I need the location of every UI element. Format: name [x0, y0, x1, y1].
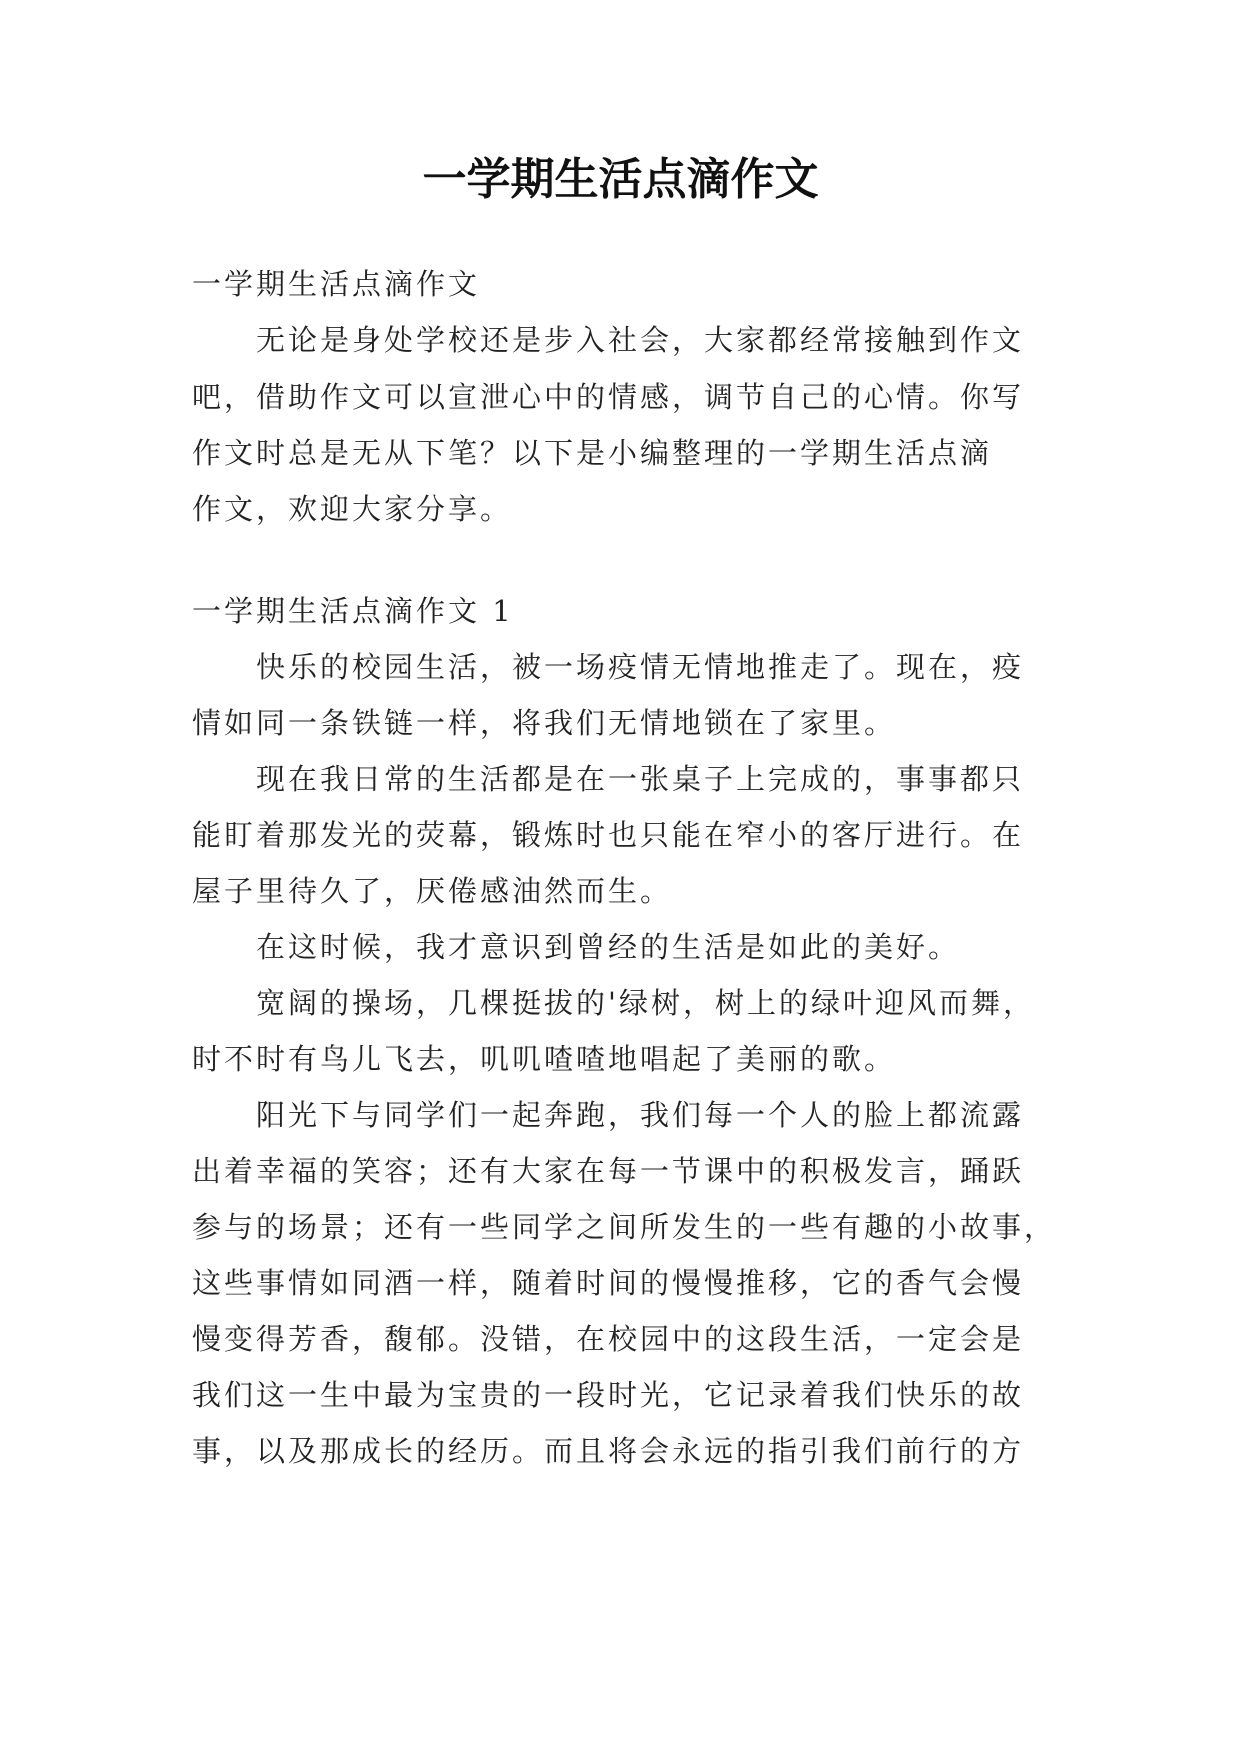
paragraph-line: 屋子里待久了，厌倦感油然而生。	[192, 874, 673, 908]
paragraph-line: 现在我日常的生活都是在一张桌子上完成的，事事都只	[256, 762, 1025, 796]
intro-line: 吧，借助作文可以宣泄心中的情感，调节自己的心情。你写	[192, 380, 1025, 414]
paragraph-line: 能盯着那发光的荧幕，锻炼时也只能在窄小的客厅进行。在	[192, 818, 1025, 852]
paragraph-line: 快乐的校园生活，被一场疫情无情地推走了。现在，疫	[256, 650, 1025, 684]
paragraph-line: 慢变得芳香，馥郁。没错，在校园中的这段生活，一定会是	[192, 1322, 1025, 1356]
intro-line: 作文时总是无从下笔？以下是小编整理的一学期生活点滴	[192, 436, 993, 470]
section-heading: 一学期生活点滴作文 1	[192, 594, 514, 628]
intro-line: 无论是身处学校还是步入社会，大家都经常接触到作文	[256, 323, 1025, 357]
paragraph-line: 情如同一条铁链一样，将我们无情地锁在了家里。	[192, 706, 897, 740]
paragraph-line: 我们这一生中最为宝贵的一段时光，它记录着我们快乐的故	[192, 1378, 1025, 1412]
paragraph-line: 阳光下与同学们一起奔跑，我们每一个人的脸上都流露	[256, 1098, 1025, 1132]
paragraph-line: 在这时候，我才意识到曾经的生活是如此的美好。	[256, 930, 961, 964]
document-title: 一学期生活点滴作文	[422, 154, 819, 205]
intro-line: 作文，欢迎大家分享。	[192, 492, 513, 526]
paragraph-line: 事，以及那成长的经历。而且将会永远的指引我们前行的方	[192, 1434, 1025, 1468]
paragraph-line: 参与的场景；还有一些同学之间所发生的一些有趣的小故事，	[192, 1210, 1057, 1244]
paragraph-line: 时不时有鸟儿飞去，叽叽喳喳地唱起了美丽的歌。	[192, 1042, 897, 1076]
intro-heading: 一学期生活点滴作文	[192, 267, 481, 301]
paragraph-line: 宽阔的操场，几棵挺拔的'绿树，树上的绿叶迎风而舞，	[256, 986, 1035, 1020]
paragraph-line: 这些事情如同酒一样，随着时间的慢慢推移，它的香气会慢	[192, 1266, 1025, 1300]
paragraph-line: 出着幸福的笑容；还有大家在每一节课中的积极发言，踊跃	[192, 1154, 1025, 1188]
